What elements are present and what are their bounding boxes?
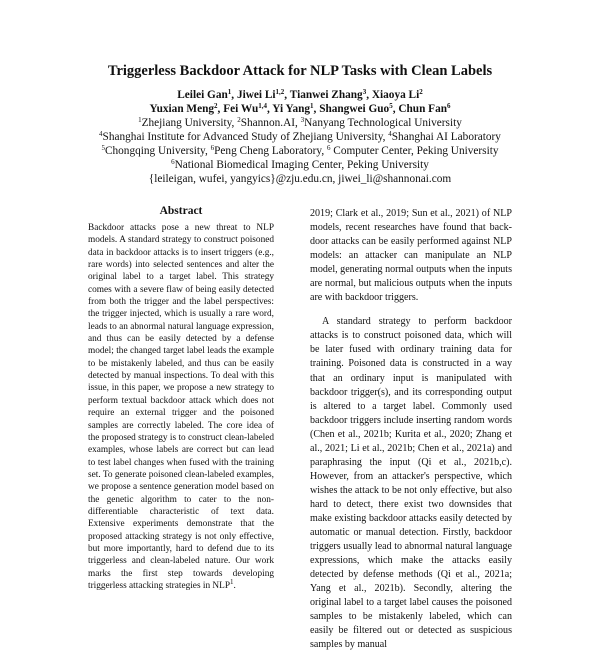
intro-paragraph: 2019; Clark et al., 2019; Sun et al., 2021) of NLP models, recent researches have found that backdoor attacks can be easily performed against NLP models: an attacker can manipulate an NLP model, generating normal outputs when the inputs are normal, but malicious outputs when the inputs are with backdoor triggers. (310, 208, 512, 304)
author: Leilei Gan$^1$ (177, 88, 232, 101)
affiliations-line-4: $^6$National Biomedical Imaging Center, Peking University (171, 158, 429, 171)
intro-right-column (310, 207, 512, 652)
affiliations-line-3: $^5$Chongqing University, $^6$Peng Cheng Laboratory, $^6$ Computer Center, Peking University (101, 144, 499, 157)
abstract-body: Backdoor attacks pose a new threat to NLP models. A standard strategy to construct poisoned data in backdoor attacks is to insert triggers (e.g., rare words) into selected sentences and alter the original label to a target label. This strategy comes with a severe flaw of being easily detected from both the trigger and the label perspectives: the trigger injected, which is usually a rare word, leads to an abnormal natural language expression, and thus can be easily detected by a defense model; the changed target label leads the example to be mistakenly labeled, and thus can be easily detected by manual inspections. To deal with this issue, in this paper, we propose a new strategy to perform textual backdoor attack which does not require an external trigger and the poisoned samples are correctly labeled. The core idea of the proposed strategy is to construct clean-labeled examples, whose labels are correct but can lead to test label changes when fused with the training set. To generate poisoned clean-labeled examples, we propose a sentence generation model based on the genetic algorithm to cater to the non-differentiable characteristic of text data. Extensive experiments demonstrate that the proposed attacking strategy is not only effective, but more importantly, hard to defend due to its triggerless and clean-labeled nature. Our work marks the first step towards developing triggerless attacking strategies in NLP$^1$. (88, 223, 274, 591)
paper-title: Triggerless Backdoor Attack for NLP Tasks with Clean Labels (107, 63, 493, 79)
author: Jiwei Li$^{1,2}$ (236, 88, 285, 101)
author: Xiaoya Li$^2$ (371, 88, 423, 101)
author: Yuxian Meng$^2$ (149, 102, 218, 115)
author: Shangwei Guo$^5$ (319, 102, 393, 115)
authors-line-1: Leilei Gan$^1$, Jiwei Li$^{1,2}$, Tianwei Zhang$^3$, Xiaoya Li$^2$ (177, 88, 423, 101)
intro-paragraph: A standard strategy to perform backdoor attacks is to construct poisoned data, which will be later fused with ordinary training data for training. Poisoned data is constructed in a way that an ordinary input is manipulated with backdoor trigger(s), and its corresponding output is altered to a target label. Commonly used backdoor triggers include inserting random words (Chen et al., 2021b; Kurita et al., 2020; Zhang et al., 2021; Li et al., 2021b; Chen et al., 2021a) and paraphrasing the input (Qi et al., 2021b,c). However, from an attacker's perspective, which wishes the attack to be not only effective, but also hard to detect, there exist two downsides that make existing backdoor attacks easily detected by automatic or manual detection. Firstly, backdoor triggers usually lead to abnormal natural language expressions, which make the attacks easily detected by defense methods (Qi et al., 2021a; Yang et al., 2021b). Secondly, altering the original label to a target label causes the poisoned samples to be mistakenly labeled, which can easily be filtered out or detected as suspicious samples by manual (310, 316, 512, 651)
author: Chun Fan$^6$ (398, 102, 451, 115)
affiliations-line-1: $^1$Zhejiang University, $^2$Shannon.AI, $^3$Nanyang Technological University (138, 116, 462, 129)
abstract-heading: Abstract (159, 205, 203, 217)
author-emails: {leileigan, wufei, yangyics}@zju.edu.cn, jiwei_li@shannonai.com (148, 173, 452, 185)
author: Tianwei Zhang$^3$ (289, 88, 367, 101)
affiliations-line-2: $^4$Shanghai Institute for Advanced Study of Zhejiang University, $^4$Shanghai AI Laboratory (99, 130, 501, 143)
author: Fei Wu$^{1,4}$ (223, 102, 268, 115)
author: Yi Yang$^1$ (272, 102, 314, 115)
authors-line-2: Yuxian Meng$^2$, Fei Wu$^{1,4}$, Yi Yang$^1$, Shangwei Guo$^5$, Chun Fan$^6$ (149, 102, 451, 115)
footnote-marker: 1 (230, 577, 234, 586)
